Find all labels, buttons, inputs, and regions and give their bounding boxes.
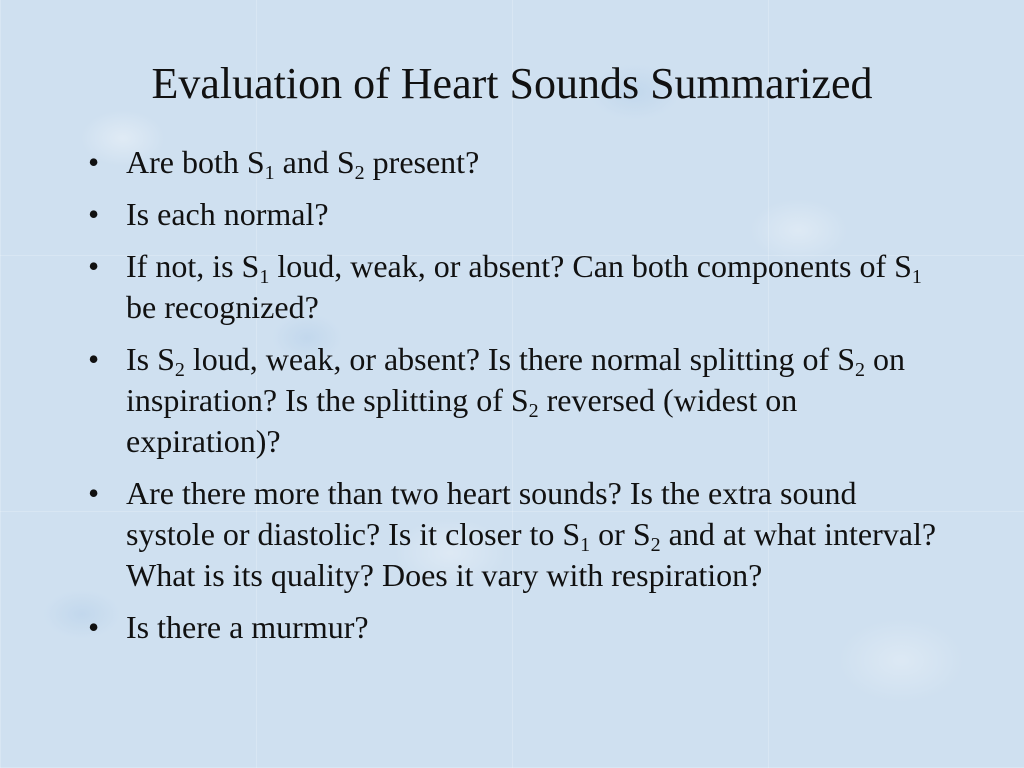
subscript: 2 [174,359,185,381]
bullet-item [88,473,948,596]
subscript: 1 [911,266,922,288]
bullet-item [88,339,948,462]
subscript: 1 [264,162,275,184]
bullet-text: and S [274,144,355,180]
bullet-text: If not, is S [126,248,260,284]
bullet-item [88,194,948,235]
subscript: 2 [528,400,539,422]
bullet-text: Is each normal? [126,196,329,232]
bullet-item [88,246,948,328]
bullet-text: present? [364,144,480,180]
bullet-text: Is there a murmur? [126,609,369,645]
slide-title: Evaluation of Heart Sounds Summarized [151,59,873,108]
bullet-text: or S [590,516,651,552]
bullet-text: reversed (widest on expiration)? [126,382,798,459]
bullet-text: loud, weak, or absent? Is there normal splitting of S [184,341,855,377]
bullet-text: on inspiration? Is the splitting of S [126,341,905,418]
bullet-item [88,607,948,648]
subscript: 2 [650,534,661,556]
subscript: 2 [354,162,365,184]
bullet-list [88,142,948,659]
subscript: 1 [259,266,270,288]
bullet-text: Are there more than two heart sounds? Is the extra sound systole or diastolic? Is it closer to S [126,475,857,552]
subscript: 2 [854,359,865,381]
bullet-item [88,142,948,183]
bullet-text: be recognized? [126,289,319,325]
bullet-text: Are both S [126,144,265,180]
bullet-text: Is S [126,341,175,377]
bullet-text: loud, weak, or absent? Can both components of S [269,248,912,284]
bullet-text: and at what interval? What is its quality? Does it vary with respiration? [126,516,937,593]
subscript: 1 [580,534,591,556]
